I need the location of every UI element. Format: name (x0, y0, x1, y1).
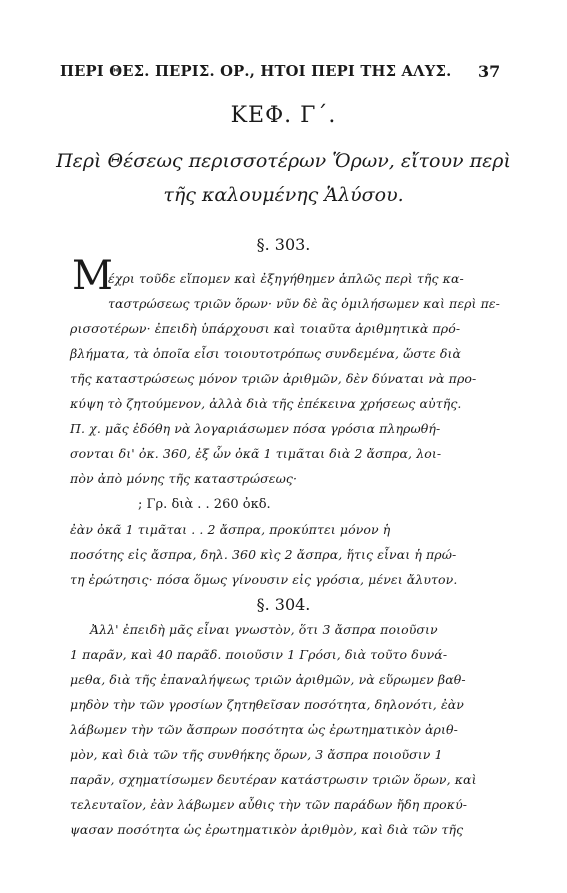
paragraph-line: μηδὸν τὴν τῶν γροσίων ζητηθεῖσαν ποσότητα, δηλονότι, ἐὰν (70, 697, 464, 712)
paragraph-line: σονται δι' ὀκ. 360, ἐξ ὧν ὀκᾶ 1 τιμᾶται διὰ 2 ἄσπρα, λοι- (70, 446, 442, 461)
paragraph-line: ρισσοτέρων· ἐπειδὴ ὑπάρχουσι καὶ τοιαῦτα ἀριθμητικὰ πρό- (70, 321, 461, 336)
running-head: ΠΕΡΙ ΘΕΣ. ΠΕΡΙΣ. ΟΡ., ΗΤΟΙ ΠΕΡΙ ΤΗΣ ΑΛΥΣ. (60, 62, 452, 80)
paragraph-line: ἐὰν ὀκᾶ 1 τιμᾶται . . 2 ἄσπρα, προκύπτει μόνον ἡ (70, 522, 391, 537)
section-number-304: §. 304. (256, 595, 311, 614)
paragraph-line: έχρι τοῦδε εἴπομεν καὶ ἐξηγήθημεν ἁπλῶς περὶ τῆς κα- (108, 271, 464, 286)
ledger-line: ; Γρ. διὰ . . 260 ὀκδ. (138, 497, 271, 512)
paragraph-line: μὸν, καὶ διὰ τῶν τῆς συνθήκης ὅρων, 3 ἄσπρα ποιοῦσιν 1 (70, 747, 443, 762)
paragraph-line: 1 παρᾶν, καὶ 40 παρᾶδ. ποιοῦσιν 1 Γρόσι, διὰ τοῦτο δυνά- (70, 647, 448, 662)
paragraph-line: τῆς καταστρώσεως μόνον τριῶν ἀριθμῶν, δὲν δύναται νὰ προ- (70, 371, 477, 386)
paragraph-line: βλήματα, τὰ ὁποῖα εἶσι τοιουτοτρόπως συνδεμένα, ὥστε διὰ (70, 346, 462, 361)
paragraph-line: Π. χ. μᾶς ἐδόθη νὰ λογαριάσωμεν πόσα γρόσια πληρωθή- (70, 421, 441, 436)
paragraph-line: Ἀλλ' ἐπειδὴ μᾶς εἶναι γνωστὸν, ὅτι 3 ἄσπρα ποιοῦσιν (90, 622, 438, 637)
paragraph-line: μεθα, διὰ τῆς ἐπαναλήψεως τριῶν ἀριθμῶν, νὰ εὕρωμεν βαθ- (70, 672, 466, 687)
paragraph-line: ψασαν ποσότητα ὡς ἐρωτηματικὸν ἀριθμὸν, καὶ διὰ τῶν τῆς (70, 822, 464, 837)
paragraph-line: παρᾶν, σχηματίσωμεν δευτέραν κατάστρωσιν τριῶν ὅρων, καὶ (70, 772, 477, 787)
paragraph-line: τη ἐρώτησις· πόσα ὅμως γίνουσιν εἰς γρόσια, μένει ἄλυτον. (70, 572, 458, 587)
chapter-title-line-1: Περὶ Θέσεως περισσοτέρων Ὅρων, εἴτουν περὶ (56, 150, 511, 172)
paragraph-line: λάβωμεν τὴν τῶν ἄσπρων ποσότητα ὡς ἐρωτηματικὸν ἀριθ- (70, 722, 458, 737)
section-number-303: §. 303. (256, 235, 311, 254)
chapter-title-line-2: τῆς καλουμένης Ἁλύσου. (163, 184, 404, 206)
paragraph-line: τελευταῖον, ἐὰν λάβωμεν αὖθις τὴν τῶν παράδων ἤδη προκύ- (70, 797, 468, 812)
chapter-heading: ΚΕΦ. Γ΄. (230, 103, 337, 128)
paragraph-line: ποσότης εἰς ἄσπρα, δηλ. 360 κὶς 2 ἄσπρα, ἥτις εἶναι ἡ πρώ- (70, 547, 457, 562)
paragraph-line: πὸν ἀπὸ μόνης τῆς καταστρώσεως· (70, 471, 298, 486)
paragraph-line: ταστρώσεως τριῶν ὅρων· νῦν δὲ ἂς ὁμιλήσωμεν καὶ περὶ πε- (108, 296, 500, 311)
page-number: 37 (478, 62, 501, 81)
paragraph-line: κύψη τὸ ζητούμενον, ἀλλὰ διὰ τῆς ἐπέκεινα χρήσεως αὐτῆς. (70, 396, 462, 411)
drop-cap: Μ (72, 253, 113, 299)
